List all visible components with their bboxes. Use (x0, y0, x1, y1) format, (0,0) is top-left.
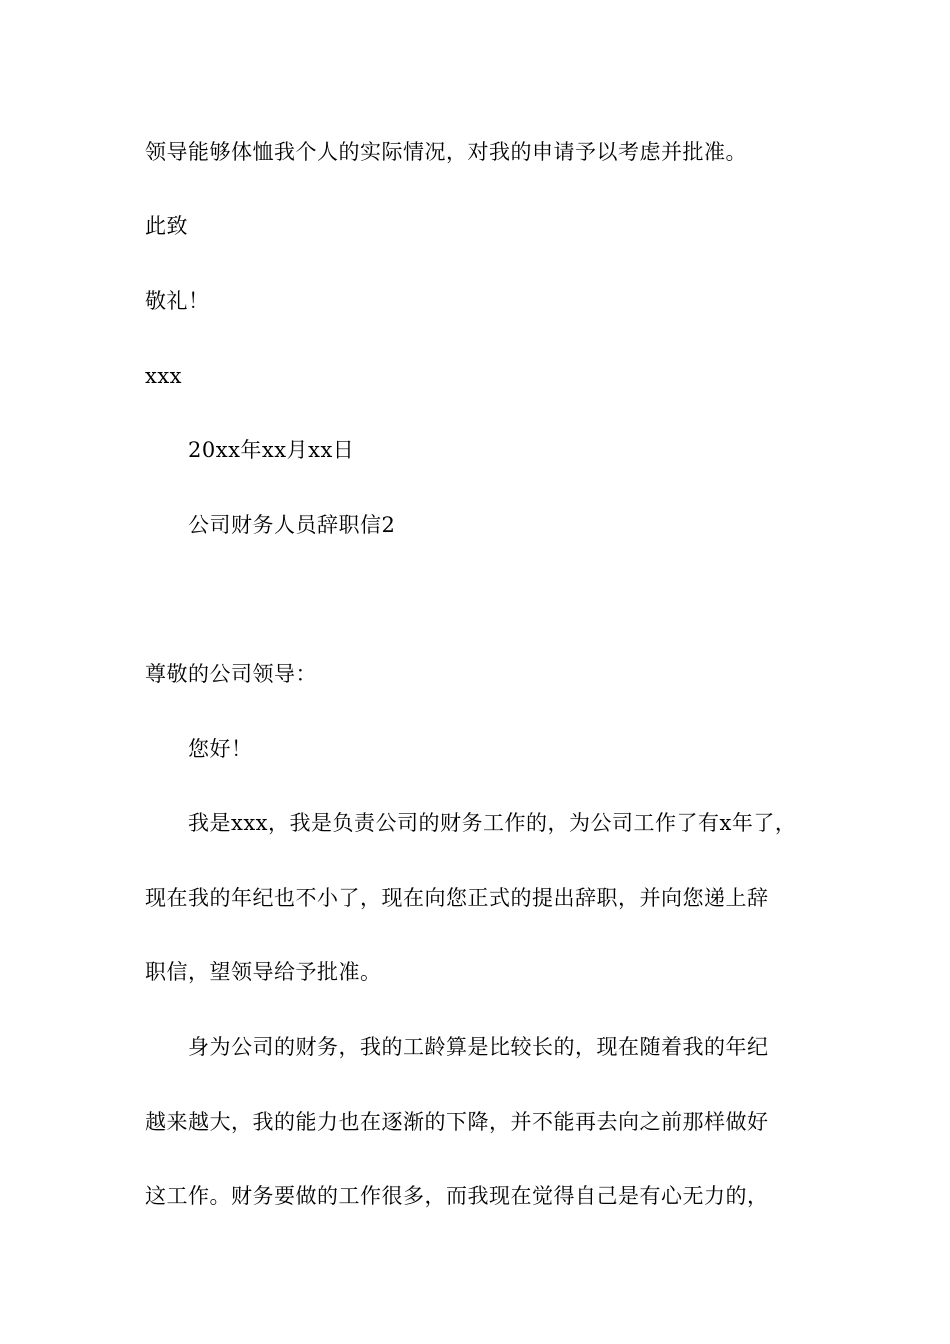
body-text-line: 这工作。财务要做的工作很多，而我现在觉得自己是有心无力的， (145, 1184, 769, 1208)
section-title: 公司财务人员辞职信2 (188, 513, 396, 537)
body-text-line: 领导能够体恤我个人的实际情况，对我的申请予以考虑并批准。 (145, 140, 747, 164)
greeting-addressee: 尊敬的公司领导： (145, 662, 317, 686)
signature-date: 20xx年xx月xx日 (188, 438, 355, 462)
signature-name: xxx (145, 364, 183, 388)
closing-salutation: 此致 (145, 214, 188, 238)
greeting-hello: 您好！ (188, 737, 253, 761)
body-text-line: 身为公司的财务，我的工龄算是比较长的，现在随着我的年纪 (188, 1035, 769, 1059)
body-text-line: 现在我的年纪也不小了，现在向您正式的提出辞职，并向您递上辞 (145, 886, 769, 910)
closing-respect: 敬礼！ (145, 289, 210, 313)
body-text-line: 越来越大，我的能力也在逐渐的下降，并不能再去向之前那样做好 (145, 1110, 769, 1134)
body-text-line: 我是xxx，我是负责公司的财务工作的，为公司工作了有x年了， (188, 811, 797, 835)
body-text-line: 职信，望领导给予批准。 (145, 960, 382, 984)
